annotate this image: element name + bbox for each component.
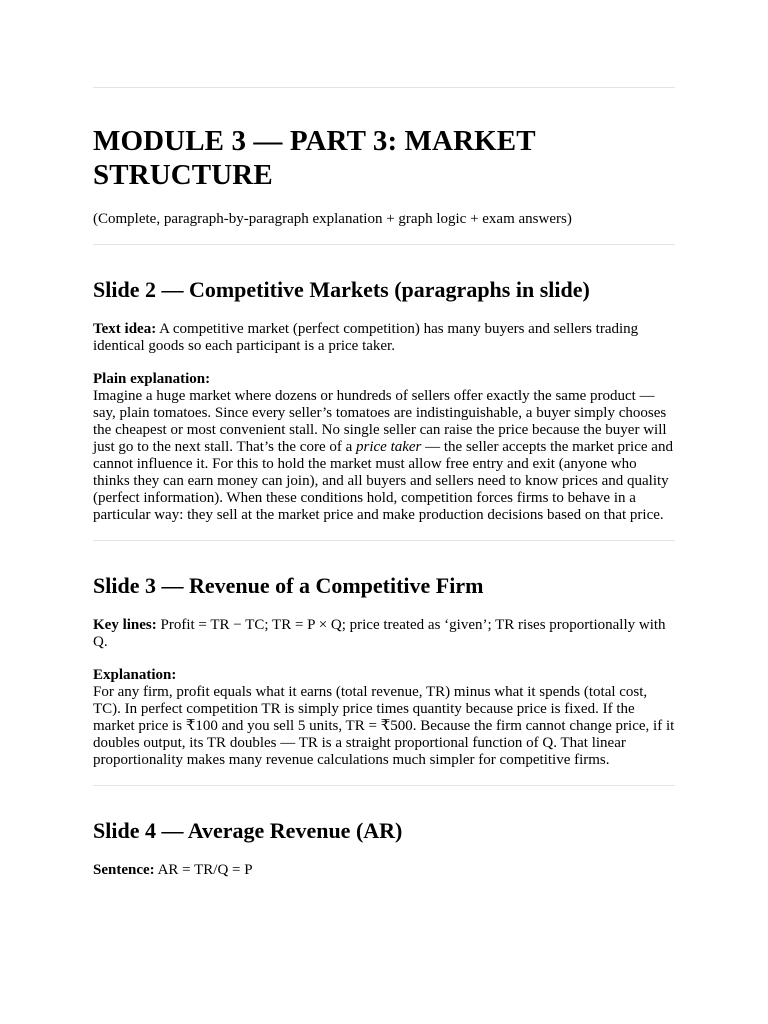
sentence-paragraph [93,862,675,879]
section-heading: Slide 2 — Competitive Markets (paragraphs in slide) [93,277,590,302]
sentence-label: Sentence: [93,862,155,878]
key-lines-paragraph [93,617,675,651]
divider [93,540,675,541]
text-idea-body: A competitive market (perfect competition) has many buyers and sellers trading identical goods so each participant is a price taker. [93,321,639,354]
divider [93,87,675,88]
section-slide-3 [93,573,675,769]
divider [93,244,675,245]
document-content [93,0,675,879]
page-subtitle: (Complete, paragraph-by-paragraph explanation + graph logic + exam answers) [93,211,572,227]
explanation-label: Explanation: [93,667,177,683]
section-heading: Slide 3 — Revenue of a Competitive Firm [93,573,484,598]
text-idea-label: Text idea: [93,321,157,337]
plain-explanation-body [93,388,675,524]
divider [93,785,675,786]
key-lines-body: Profit = TR − TC; TR = P × Q; price treated as ‘given’; TR rises proportionally with Q. [93,617,666,650]
explanation-text-part-1: Imagine a huge market where dozens or hundreds of sellers offer exactly the same product — say, plain tomatoes. Since every seller’s tomatoes are indistinguishable, a buyer simply chooses the cheapest or most convenient stall. No single seller can raise the price because the buyer will just go to the next stall. That’s the core of a [93,388,667,455]
text-idea-paragraph [93,321,675,355]
section-heading: Slide 4 — Average Revenue (AR) [93,818,403,843]
explanation-text-part-2: — the seller accepts the market price and cannot influence it. For this to hold the market must allow free entry and exit (anyone who thinks they can earn money can join), and all buyers and sellers need to know prices and quality (perfect information). When these conditions hold, competition forces firms to behave in a particular way: they sell at the market price and make production decisions based on that price. [93,439,673,523]
sentence-body: AR = TR/Q = P [157,862,253,878]
plain-explanation-label: Plain explanation: [93,371,211,387]
page-title: MODULE 3 — PART 3: MARKET STRUCTURE [93,125,536,191]
price-taker-term: price taker [356,439,422,455]
section-slide-4 [93,818,675,879]
explanation-body: For any firm, profit equals what it earns (total revenue, TR) minus what it spends (total cost, TC). In perfect competition TR is simply price times quantity because price is fixed. If the market price is ₹100 and you sell 5 units, TR = ₹500. Because the firm cannot change price, if it doubles output, its TR doubles — TR is a straight proportional function of Q. That linear proportionality makes many revenue calculations much simpler for competitive firms. [93,684,675,768]
section-slide-2 [93,277,675,524]
key-lines-label: Key lines: [93,617,157,633]
